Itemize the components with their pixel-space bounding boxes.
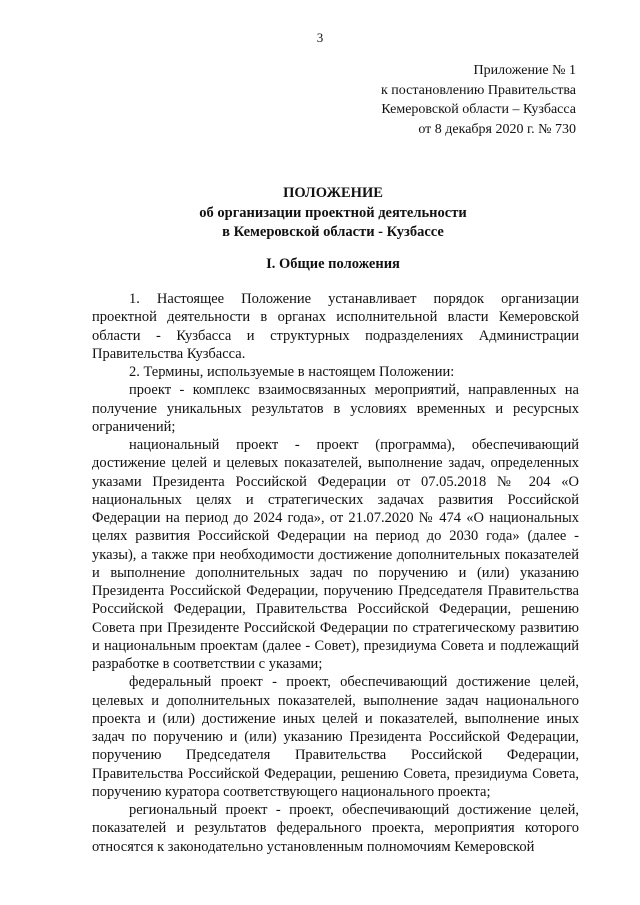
- title-line: ПОЛОЖЕНИЕ: [283, 185, 383, 201]
- page-number: 3: [316, 30, 324, 45]
- paragraph: 2. Термины, используемые в настоящем Положении:: [129, 364, 455, 380]
- document-body: [92, 290, 579, 856]
- paragraph: федеральный проект - проект, обеспечивающий достижение целей, целевых и дополнительных показателей, выполнение задач национального проекта и (или) достижение иных целей и показателей, выполнение иных задач по поручению и (или) указанию Президента Российской Федерации, поручению Председателя Правительства Российской Федерации, Правительства Российской Федерации, решению Совета, президиума Совета, поручению куратора соответствующего национального проекта;: [92, 674, 579, 800]
- appendix-line: к постановлению Правительства: [380, 82, 576, 98]
- appendix-line: от 8 декабря 2020 г. № 730: [418, 121, 576, 137]
- paragraph: национальный проект - проект (программа), обеспечивающий достижение целей и целевых показателей, выполнение задач, определенных указами Президента Российской Федерации от 07.05.2018 № 204 «О национальных целях и стратегических задачах развития Российской Федерации на период до 2024 года», от 21.07.2020 № 474 «О национальных целях развития Российской Федерации на период до 2030 года» (далее - указы), а также при необходимости достижение дополнительных показателей и выполнение дополнительных задач по поручению и (или) указанию Президента Российской Федерации, поручению Председателя Правительства Российской Федерации, Правительства Российской Федерации, решению Совета при Президенте Российской Федерации по стратегическому развитию и национальным проектам (далее - Совет), президиума Совета и подлежащий разработке в соответствии с указами;: [92, 437, 579, 672]
- paragraph: региональный проект - проект, обеспечивающий достижение целей, показателей и результатов федерального проекта, мероприятия которого относятся к законодательно установленным полномочиям Кемеровской: [92, 802, 579, 855]
- document-title: [90, 184, 576, 243]
- paragraph: проект - комплекс взаимосвязанных мероприятий, направленных на получение уникальных результатов в условиях временных и ресурсных ограничений;: [92, 382, 579, 435]
- paragraph: 1. Настоящее Положение устанавливает порядок организации проектной деятельности в органах исполнительной власти Кемеровской области - Кузбасса и структурных подразделениях Администрации Правительства Кузбасса.: [92, 291, 579, 362]
- appendix-block: [300, 61, 576, 139]
- title-line: в Кемеровской области - Кузбассе: [222, 224, 444, 240]
- title-line: об организации проектной деятельности: [199, 204, 467, 221]
- section-heading: I. Общие положения: [266, 256, 400, 272]
- appendix-line: Приложение № 1: [473, 63, 576, 78]
- appendix-line: Кемеровской области – Кузбасса: [381, 102, 576, 117]
